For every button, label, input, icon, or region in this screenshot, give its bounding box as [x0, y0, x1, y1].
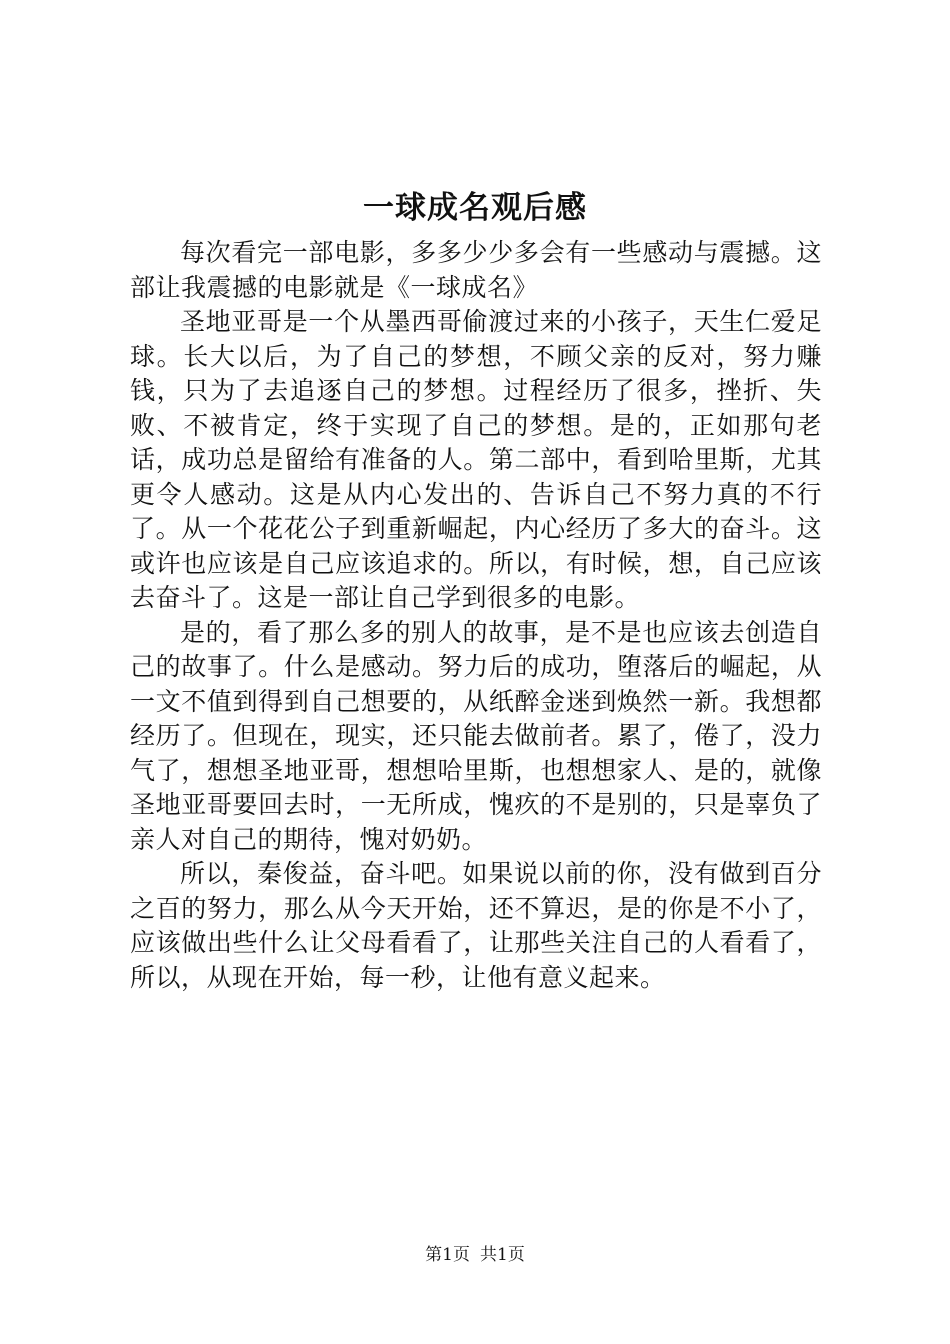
page-footer: [0, 1243, 950, 1267]
paragraph-1: 每次看完一部电影，多多少少多会有一些感动与震撼。这部让我震撼的电影就是《一球成名》: [130, 238, 822, 302]
document-body: [130, 236, 822, 995]
paragraph-2: 圣地亚哥是一个从墨西哥偷渡过来的小孩子，天生仁爱足球。长大以后，为了自己的梦想，不顾父亲的反对，努力赚钱，只为了去追逐自己的梦想。过程经历了很多，挫折、失败、不被肯定，终于实现了自己的梦想。是的，正如那句老话，成功总是留给有准备的人。第二部中，看到哈里斯，尤其更令人感动。这是从内心发出的、告诉自己不努力真的不行了。从一个花花公子到重新崛起，内心经历了多大的奋斗。这或许也应该是自己应该追求的。所以，有时候，想，自己应该去奋斗了。这是一部让自己学到很多的电影。: [130, 307, 822, 612]
page-total: 共1页: [480, 1245, 525, 1265]
paragraph-4: 所以，秦俊益，奋斗吧。如果说以前的你，没有做到百分之百的努力，那么从今天开始，还不算迟，是的你是不小了，应该做出些什么让父母看看了，让那些关注自己的人看看了，所以，从现在开始，每一秒，让他有意义起来。: [130, 859, 822, 992]
document-title: 一球成名观后感: [363, 190, 587, 226]
paragraph-3: 是的，看了那么多的别人的故事，是不是也应该去创造自己的故事了。什么是感动。努力后的成功，堕落后的崛起，从一文不值到得到自己想要的，从纸醉金迷到焕然一新。我想都经历了。但现在，现实，还只能去做前者。累了，倦了，没力气了，想想圣地亚哥，想想哈里斯，也想想家人、是的，就像圣地亚哥要回去时，一无所成，愧疚的不是别的，只是辜负了亲人对自己的期待，愧对奶奶。: [130, 617, 822, 854]
page-number: 第1页: [425, 1245, 470, 1265]
